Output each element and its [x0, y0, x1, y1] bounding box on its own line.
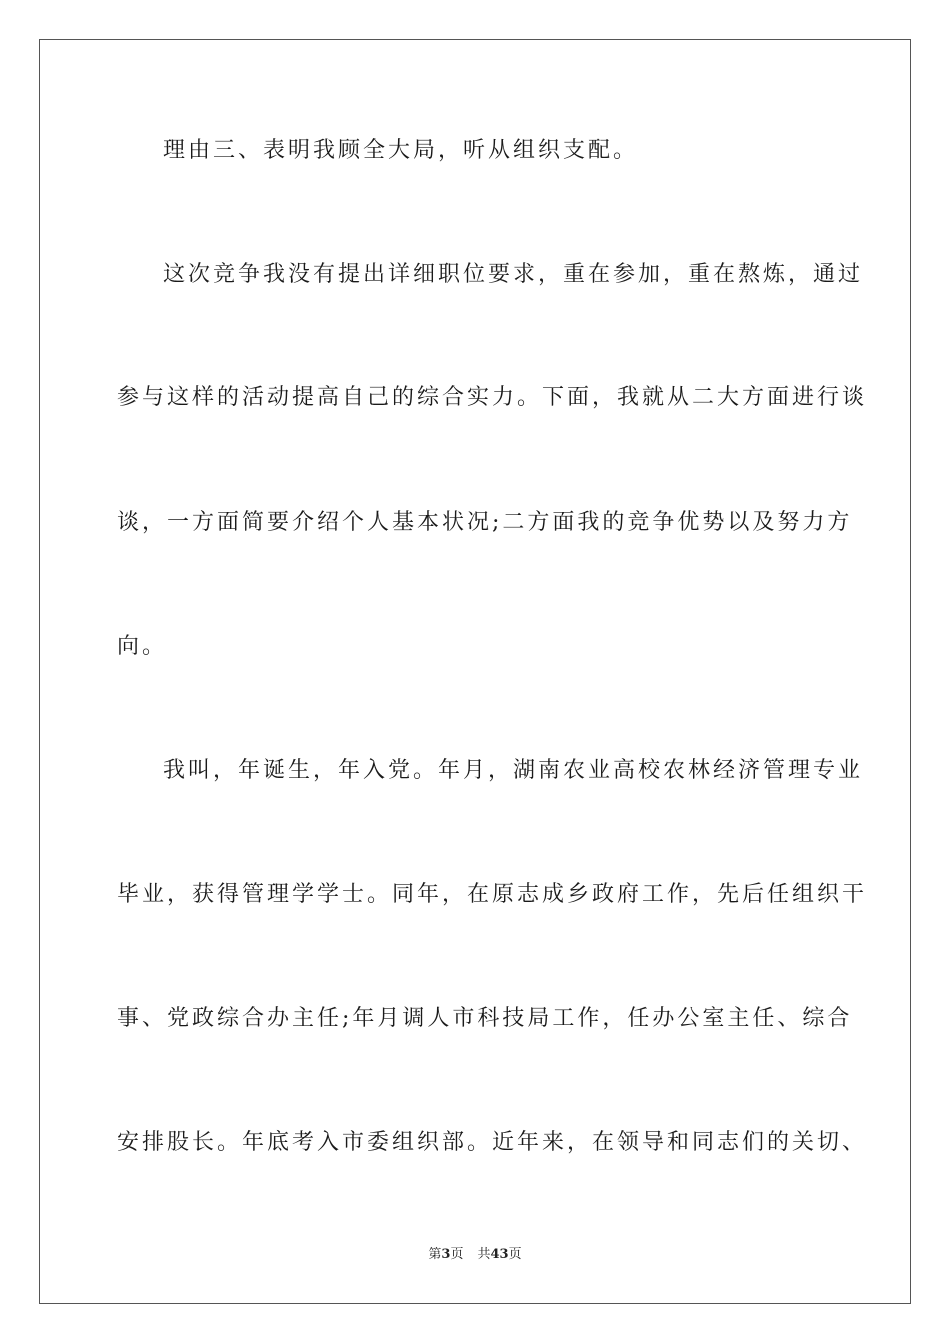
page-suffix: 页 [450, 1247, 464, 1262]
paragraph-line: 参与这样的活动提高自己的综合实力。下面，我就从二大方面进行谈 [117, 385, 868, 410]
paragraph-line: 谈，一方面简要介绍个人基本状况;二方面我的竞争优势以及努力方 [117, 510, 853, 535]
page-footer [0, 1246, 950, 1264]
paragraph-line: 安排股长。年底考入市委组织部。近年来，在领导和同志们的关切、 [117, 1130, 868, 1155]
page-number: 3 [441, 1247, 451, 1262]
total-prefix: 共 [477, 1247, 491, 1262]
total-suffix: 页 [508, 1247, 522, 1262]
total-pages: 43 [490, 1247, 509, 1262]
paragraph-line: 向。 [117, 634, 168, 659]
page-frame [39, 39, 911, 1304]
paragraph-line: 毕业，获得管理学学士。同年，在原志成乡政府工作，先后任组织干 [117, 882, 868, 907]
paragraph-line: 事、党政综合办主任;年月调人市科技局工作，任办公室主任、综合 [117, 1006, 853, 1031]
paragraph-line: 理由三、表明我顾全大局，听从组织支配。 [163, 138, 639, 163]
page-prefix: 第 [428, 1247, 442, 1262]
paragraph-line: 这次竞争我没有提出详细职位要求，重在参加，重在熬炼，通过 [163, 262, 864, 287]
paragraph-line: 我叫，年诞生，年入党。年月，湖南农业高校农林经济管理专业 [163, 758, 864, 783]
